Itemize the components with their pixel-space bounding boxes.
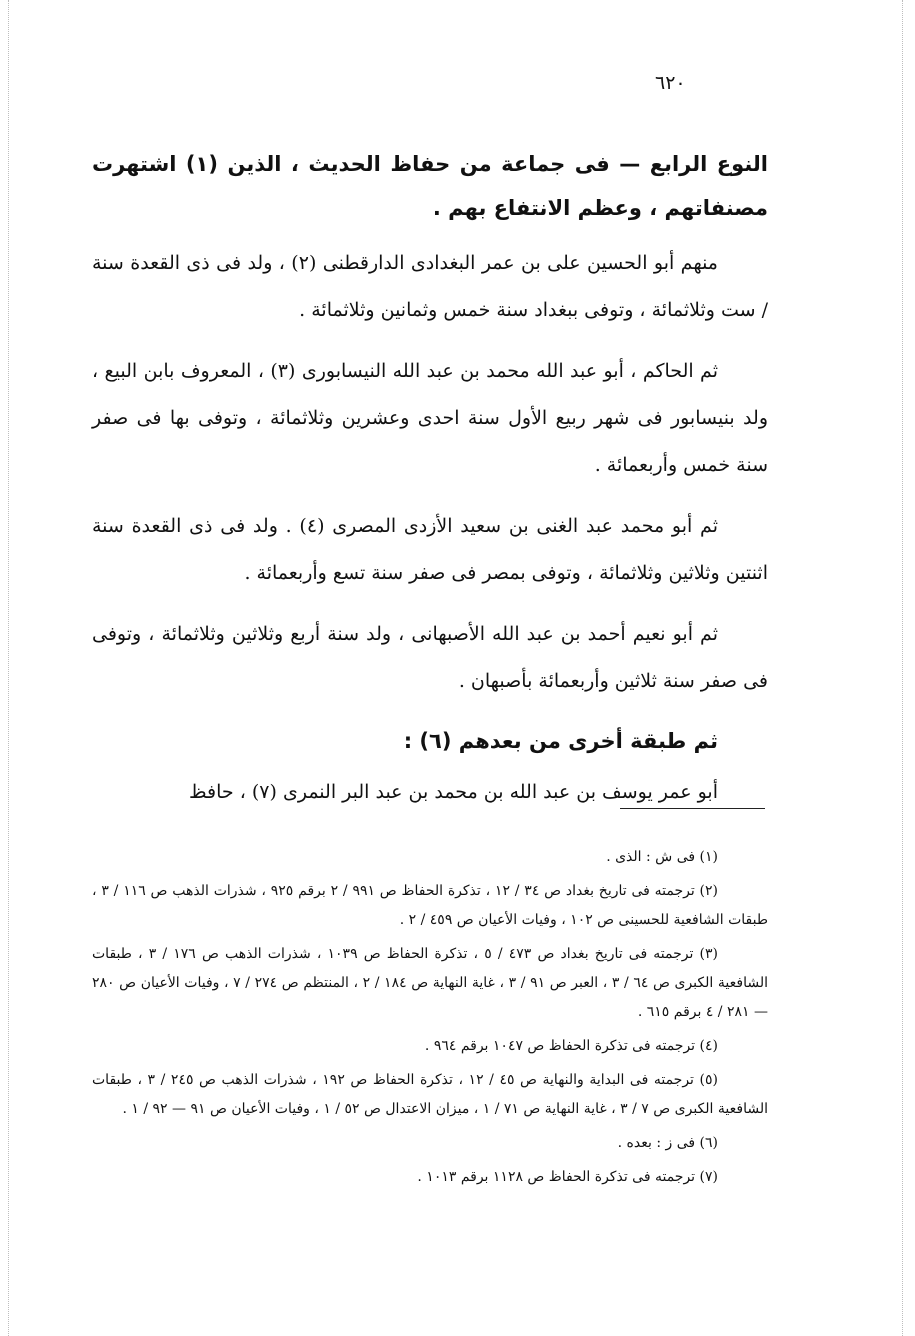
footnote: (٥) ترجمته فى البداية والنهاية ص ٤٥ / ١٢ ، تذكرة الحفاظ ص ١٩٢ ، شذرات الذهب ص ٢٤٥ / ٣ ، طبقات الشافعية الكبرى ص ٧ / ٣ ، غاية النهاية ص ٧١ / ١ ، ميزان الاعتدال ص ٥٢ / ١ ، وفيات الأعيان ص ٩١ — ٩٢ / ١ . <box>92 1072 768 1117</box>
footnote: (٤) ترجمته فى تذكرة الحفاظ ص ١٠٤٧ برقم ٩٦٤ . <box>424 1038 718 1054</box>
footnote: (٦) فى ز : بعده . <box>617 1135 718 1151</box>
footnote: (٧) ترجمته فى تذكرة الحفاظ ص ١١٢٨ برقم ١٠١٣ . <box>417 1169 718 1185</box>
section-heading: النوع الرابع — فى جماعة من حفاظ الحديث ، الذين (١) اشتهرت مصنفاتهم ، وعظم الانتفاع بهم . <box>92 152 768 220</box>
scan-edge-right <box>902 0 903 1336</box>
footnote: (٣) ترجمته فى تاريخ بغداد ص ٤٧٣ / ٥ ، تذكرة الحفاظ ص ١٠٣٩ ، شذرات الذهب ص ١٧٦ / ٣ ، طبقات الشافعية الكبرى ص ٦٤ / ٣ ، العبر ص ٩١ / ٣ ، غاية النهاية ص ١٨٤ / ٢ ، المنتظم ص ٢٧٤ / ٧ ، وفيات الأعيان ص ٢٨٠ — ٢٨١ / ٤ برقم ٦١٥ . <box>92 946 768 1020</box>
paragraph-hakim: ثم الحاكم ، أبو عبد الله محمد بن عبد الله النيسابورى (٣) ، المعروف بابن البيع ، ولد بنيسابور فى شهر ربيع الأول سنة احدى وعشرين وثلاثمائة ، وتوفى بها فى صفر سنة خمس وأربعمائة . <box>92 360 768 476</box>
footnote-separator <box>620 808 765 809</box>
scan-edge-left <box>8 0 9 1336</box>
footnote: (٢) ترجمته فى تاريخ بغداد ص ٣٤ / ١٢ ، تذكرة الحفاظ ص ٩٩١ / ٢ برقم ٩٢٥ ، شذرات الذهب ص ١١٦ / ٣ ، طبقات الشافعية للحسينى ص ١٠٢ ، وفيات الأعيان ص ٤٥٩ / ٢ . <box>92 883 768 928</box>
paragraph-abdulghani: ثم أبو محمد عبد الغنى بن سعيد الأزدى المصرى (٤) . ولد فى ذى القعدة سنة اثنتين وثلاثين وثلاثمائة ، وتوفى بمصر فى صفر سنة تسع وأربعمائة . <box>92 515 768 584</box>
page-number: ٦٢٠ <box>655 72 686 94</box>
paragraph-abunuaym: ثم أبو نعيم أحمد بن عبد الله الأصبهانى ، ولد سنة أربع وثلاثين وثلاثمائة ، وتوفى فى صفر سنة ثلاثين وأربعمائة بأصبهان . <box>92 623 768 692</box>
footnotes <box>92 843 768 1197</box>
main-text <box>92 142 768 830</box>
paragraph-daraqutni: منهم أبو الحسين على بن عمر البغدادى الدارقطنى (٢) ، ولد فى ذى القعدة سنة / ست وثلاثمائة ، وتوفى ببغداد سنة خمس وثمانين وثلاثمائة . <box>92 252 768 321</box>
subheading-next-tier: ثم طبقة أخرى من بعدهم (٦) : <box>403 729 718 753</box>
paragraph-ibn-abdulbarr: أبو عمر يوسف بن عبد الله بن محمد بن عبد البر النمرى (٧) ، حافظ <box>189 781 718 803</box>
footnote: (١) فى ش : الذى . <box>606 849 718 865</box>
